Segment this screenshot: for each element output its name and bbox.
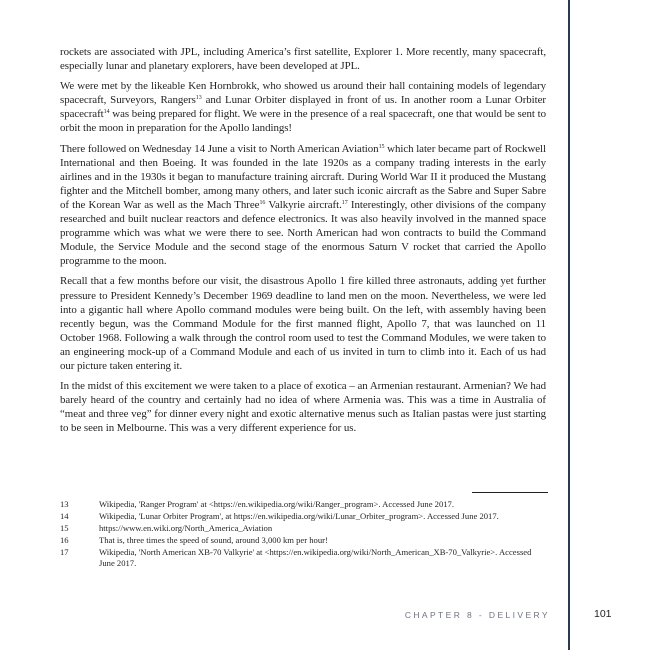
footnote-ref[interactable]: 14: [103, 109, 110, 116]
footnote-text: Wikipedia, 'Ranger Program' at <https://en.wikipedia.org/wiki/Ranger_program>. Accessed June 2017.: [99, 499, 455, 509]
footnotes: [60, 499, 546, 570]
footnote-ref[interactable]: 16: [259, 199, 266, 206]
footnote-text: Wikipedia, 'Lunar Orbiter Program', at https://en.wikipedia.org/wiki/Lunar_Orbiter_program>. Accessed June 2017.: [99, 511, 499, 521]
footnote-number: 13: [60, 499, 69, 509]
footnote-ref[interactable]: 17: [341, 199, 348, 206]
paragraph: In the midst of this excitement we were taken to a place of exotica – an Armenian restaurant. Armenian? We had barely heard of the country and certainly had no idea of where Armenia was. This was a time in Australia of “meat and three veg” for dinner every night and exotic alternative menus such as Italian pastas were just starting to be seen in Melbourne. This was a very different experience for us.: [60, 380, 546, 435]
footnote-text: https://www.en.wiki.org/North_America_Aviation: [99, 523, 273, 533]
footnote: [60, 547, 546, 569]
body-text: [60, 45, 546, 441]
footnote-ref[interactable]: 13: [195, 95, 202, 102]
footnote: [60, 499, 546, 510]
paragraph: We were met by the likeable Ken Hornbrokk, who showed us around their hall containing models of legendary spacecraft, Surveyors, Rangers$^{13}$ and Lunar Orbiter displayed in front of us. In another room a Lunar Orbiter spacecraft$^{14}$ was being prepared for flight. We were in the presence of a real spacecraft, one that would be sent to orbit the moon in preparation for the Apollo landings!: [60, 80, 546, 135]
footnote-ref[interactable]: 15: [378, 143, 385, 150]
footnote-separator: [472, 492, 548, 493]
paragraph: rockets are associated with JPL, including America’s first satellite, Explorer 1. More recently, many spacecraft, especially lunar and planetary explorers, have been developed at JPL.: [60, 46, 546, 73]
footnote: [60, 511, 546, 522]
footnote-number: 16: [60, 535, 69, 545]
paragraph: Recall that a few months before our visit, the disastrous Apollo 1 fire killed three astronauts, adding yet further pressure to President Kennedy’s December 1969 deadline to land men on the moon. Nevertheless, we were led into a gigantic hall where Apollo command modules were being built. On the left, with assembly having been recently begun, was the Command Module for the first manned flight, Apollo 7, that was launched on 11 October 1968. Following a walk through the control room used to test the Command Modules, we were taken to an engineering mock-up of a Command Module and each of us invited in turn to climb into it. Each of us had our picture taken entering it.: [60, 275, 546, 372]
chapter-label: CHAPTER 8 - DELIVERY: [404, 610, 550, 620]
page-number: 101: [594, 608, 612, 620]
margin-rule: [568, 0, 570, 650]
footnote-text: That is, three times the speed of sound, around 3,000 km per hour!: [99, 535, 328, 545]
footnote: [60, 535, 546, 546]
footnote-number: 15: [60, 523, 69, 533]
footnote-number: 14: [60, 511, 69, 521]
footnote-number: 17: [60, 547, 69, 557]
footnote: [60, 523, 546, 534]
footnote-text: Wikipedia, 'North American XB-70 Valkyrie' at <https://en.wikipedia.org/wiki/North_American_XB-70_Valkyrie>. Accessed June 2017.: [99, 547, 532, 568]
paragraph: There followed on Wednesday 14 June a visit to North American Aviation$^{15}$ which later became part of Rockwell International and then Boeing. It was founded in the late 1920s as a company trading interests in the early airlines and in the 1930s it began to manufacture training aircraft. During World War II it produced the Mustang fighter and the Mitchell bomber, among many others, and later such iconic aircraft as the Sabre and Super Sabre of the Korean War as well as the Mach Three$^{16}$ Valkyrie aircraft.$^{17}$ Interestingly, other divisions of the company researched and built nuclear reactors and defence electronics. It was also heavily involved in the manned space programme which was what we were there to see. North American had won contracts to build the Command Module, the Service Module and the second stage of the enormous Saturn V rocket that carried the Apollo programme to the moon.: [60, 142, 546, 268]
